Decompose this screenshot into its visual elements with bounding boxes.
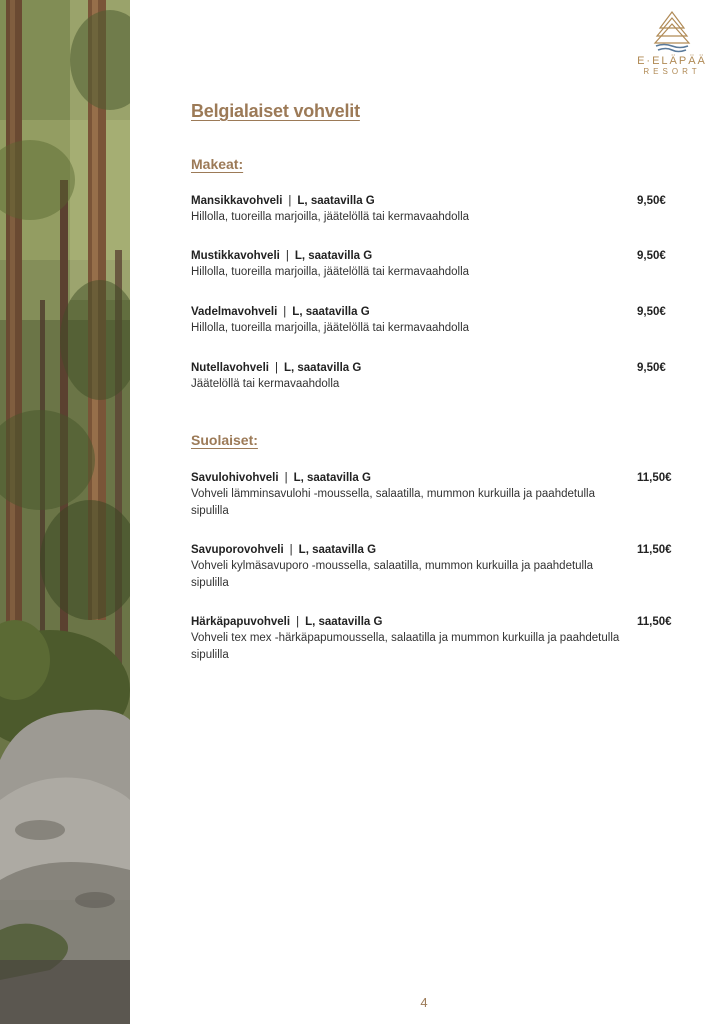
- item-header: [191, 304, 681, 320]
- item-header: [191, 614, 681, 630]
- item-options: L, saatavilla G: [292, 306, 370, 318]
- forest-photo: [0, 0, 130, 1024]
- menu-item: [191, 248, 681, 281]
- item-options: L, saatavilla G: [298, 544, 377, 556]
- section-heading-suolaiset: Suolaiset:: [191, 432, 258, 448]
- logo-wordmark: E·ELÄPÄÄ: [637, 55, 707, 67]
- item-price: 9,50€: [637, 250, 666, 262]
- item-description: Vohveli kylmäsavuporo -moussella, salaatilla, mummon kurkuilla ja paahdetulla sipulilla: [191, 560, 594, 589]
- item-price: 11,50€: [637, 472, 672, 484]
- menu-item: [191, 542, 681, 592]
- menu-item: [191, 304, 681, 337]
- item-separator: |: [288, 195, 292, 207]
- item-separator: |: [289, 544, 293, 556]
- item-description: Vohveli tex mex -härkäpapumoussella, salaatilla ja mummon kurkuilla ja paahdetulla sipulilla: [191, 632, 620, 661]
- item-header: [191, 470, 681, 486]
- section-heading-makeat: Makeat:: [191, 156, 244, 172]
- menu-item: [191, 193, 681, 226]
- item-header: [191, 360, 681, 376]
- item-separator: |: [283, 306, 287, 318]
- item-description: Vohveli lämminsavulohi -moussella, salaatilla, mummon kurkuilla ja paahdetulla sipulilla: [191, 488, 595, 517]
- item-description: Hillolla, tuoreilla marjoilla, jäätelöllä tai kermavaahdolla: [191, 322, 470, 334]
- item-name: Nutellavohveli: [191, 362, 269, 374]
- item-price: 9,50€: [637, 362, 666, 374]
- item-price: 9,50€: [637, 195, 666, 207]
- menu-item: [191, 470, 681, 520]
- item-price: 11,50€: [637, 616, 672, 628]
- tree-logo-icon: [636, 10, 708, 56]
- item-header: [191, 193, 681, 209]
- item-name: Härkäpapuvohveli: [191, 616, 291, 628]
- item-name: Savuporovohveli: [191, 544, 284, 556]
- item-price: 11,50€: [637, 544, 672, 556]
- forest-illustration: [0, 0, 130, 1024]
- resort-logo: [636, 10, 708, 80]
- page-title: Belgialaiset vohvelit: [191, 101, 360, 121]
- item-name: Mansikkavohveli: [191, 195, 283, 207]
- item-price: 9,50€: [637, 306, 666, 318]
- item-name: Vadelmavohveli: [191, 306, 278, 318]
- logo-subtitle: RESORT: [643, 67, 701, 76]
- page-number: 4: [420, 995, 428, 1010]
- item-separator: |: [285, 250, 289, 262]
- item-options: L, saatavilla G: [297, 195, 375, 207]
- item-header: [191, 248, 681, 264]
- item-description: Jäätelöllä tai kermavaahdolla: [191, 378, 340, 390]
- item-options: L, saatavilla G: [305, 616, 383, 628]
- item-options: L, saatavilla G: [293, 472, 371, 484]
- item-separator: |: [274, 362, 278, 374]
- item-description: Hillolla, tuoreilla marjoilla, jäätelöllä tai kermavaahdolla: [191, 266, 470, 278]
- item-name: Mustikkavohveli: [191, 250, 280, 262]
- item-options: L, saatavilla G: [283, 362, 362, 374]
- menu-item: [191, 360, 681, 393]
- menu-item: [191, 614, 681, 664]
- item-options: L, saatavilla G: [294, 250, 373, 262]
- item-name: Savulohivohveli: [191, 472, 279, 484]
- item-separator: |: [284, 472, 288, 484]
- item-separator: |: [296, 616, 300, 628]
- item-description: Hillolla, tuoreilla marjoilla, jäätelöllä tai kermavaahdolla: [191, 211, 470, 223]
- item-header: [191, 542, 681, 558]
